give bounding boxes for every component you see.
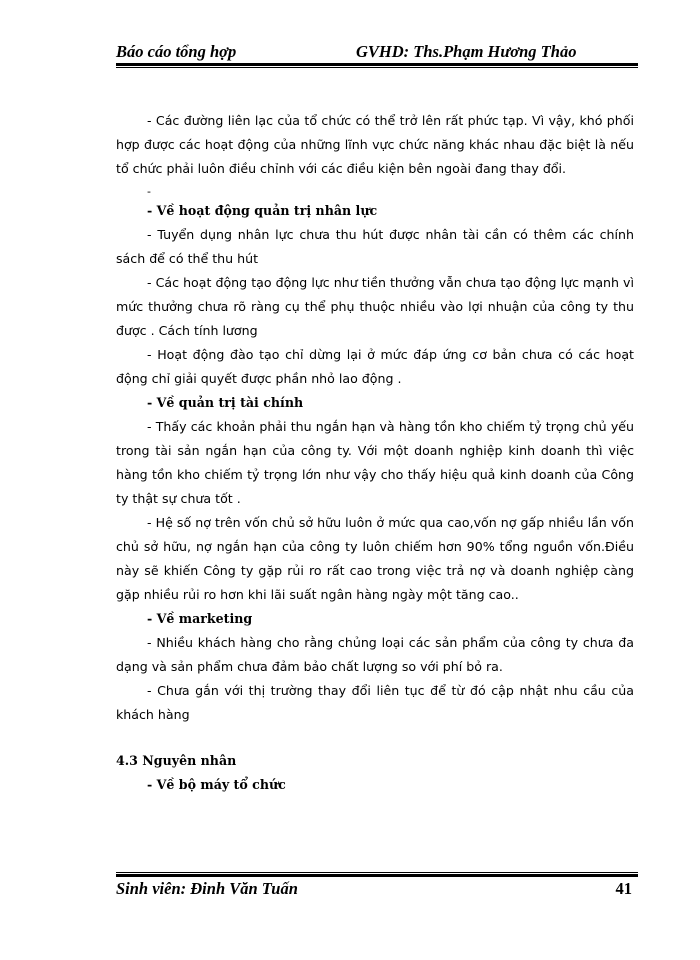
paragraph-communication: - Các đường liên lạc của tổ chức có thể trở lên rất phức tạp. Vì vậy, khó phối hợp được các hoạt động của những lĩnh vực chức năng khác nhau đặc biệt là nếu tổ chức phải luôn điều chỉnh với các điều kiện bên ngoài đang thay đổi. [116,113,634,176]
paragraph-hr-recruitment: - Tuyển dụng nhân lực chưa thu hút được nhân tài cần có thêm các chính sách để có thể thu hút [116,227,634,266]
page-footer [116,877,638,901]
paragraph-marketing-products: - Nhiều khách hàng cho rằng chủng loại các sản phẩm của công ty chưa đa dạng và sản phẩm chưa đảm bảo chất lượng so với phí bỏ ra. [116,635,634,674]
header-rule-thin [116,67,638,68]
page-header [116,38,638,64]
header-supervisor: GVHD: Ths.Phạm Hương Thảo [356,42,577,61]
paragraph-finance-receivables: - Thấy các khoản phải thu ngắn hạn và hàng tồn kho chiếm tỷ trọng chủ yếu trong tài sản ngắn hạn của công ty. Với một doanh nghiệp kinh doanh thì việc hàng tồn kho chiếm tỷ trọng lớn như vậy cho thấy hiệu quả kinh doanh của Công ty thật sự chưa tốt . [116,419,634,506]
header-rule [116,63,638,66]
section-title-causes: 4.3 Nguyên nhân [116,753,237,768]
page-body [116,109,634,797]
paragraph-hr-motivation: - Các hoạt động tạo động lực như tiền thưởng vẫn chưa tạo động lực mạnh vì mức thưởng chưa rõ ràng cụ thể phụ thuộc nhiều vào lợi nhuận của công ty thu được . Cách tính lương [116,275,634,338]
heading-organization: - Về bộ máy tổ chức [147,777,286,792]
footer-author: Sinh viên: Đinh Văn Tuấn [116,879,298,898]
paragraph-marketing-market: - Chưa gắn với thị trường thay đổi liên tục để từ đó cập nhật nhu cầu của khách hàng [116,683,634,722]
heading-marketing: - Về marketing [147,611,253,626]
heading-finance: - Về quản trị tài chính [147,395,304,410]
heading-hr: - Về hoạt động quản trị nhân lực [147,203,378,218]
footer-rule-thin [116,872,638,873]
page-number: 41 [615,879,632,898]
separator-dash: - [147,185,151,198]
paragraph-finance-debt: - Hệ số nợ trên vốn chủ sở hữu luôn ở mức qua cao,vốn nợ gấp nhiều lần vốn chủ sở hữu, nợ ngắn hạn của công ty luôn chiếm hơn 90% tổng nguồn vốn.Điều này sẽ khiến Công ty gặp rủi ro rất cao trong việc trả nợ và doanh nghiệp càng gặp nhiều rủi ro hơn khi lãi suất ngân hàng ngày một tăng cao.. [116,515,634,602]
paragraph-hr-training: - Hoạt động đào tạo chỉ dừng lại ở mức đáp ứng cơ bản chưa có các hoạt động chỉ giải quyết được phần nhỏ lao động . [116,347,634,386]
header-report-title: Báo cáo tổng hợp [116,42,237,61]
